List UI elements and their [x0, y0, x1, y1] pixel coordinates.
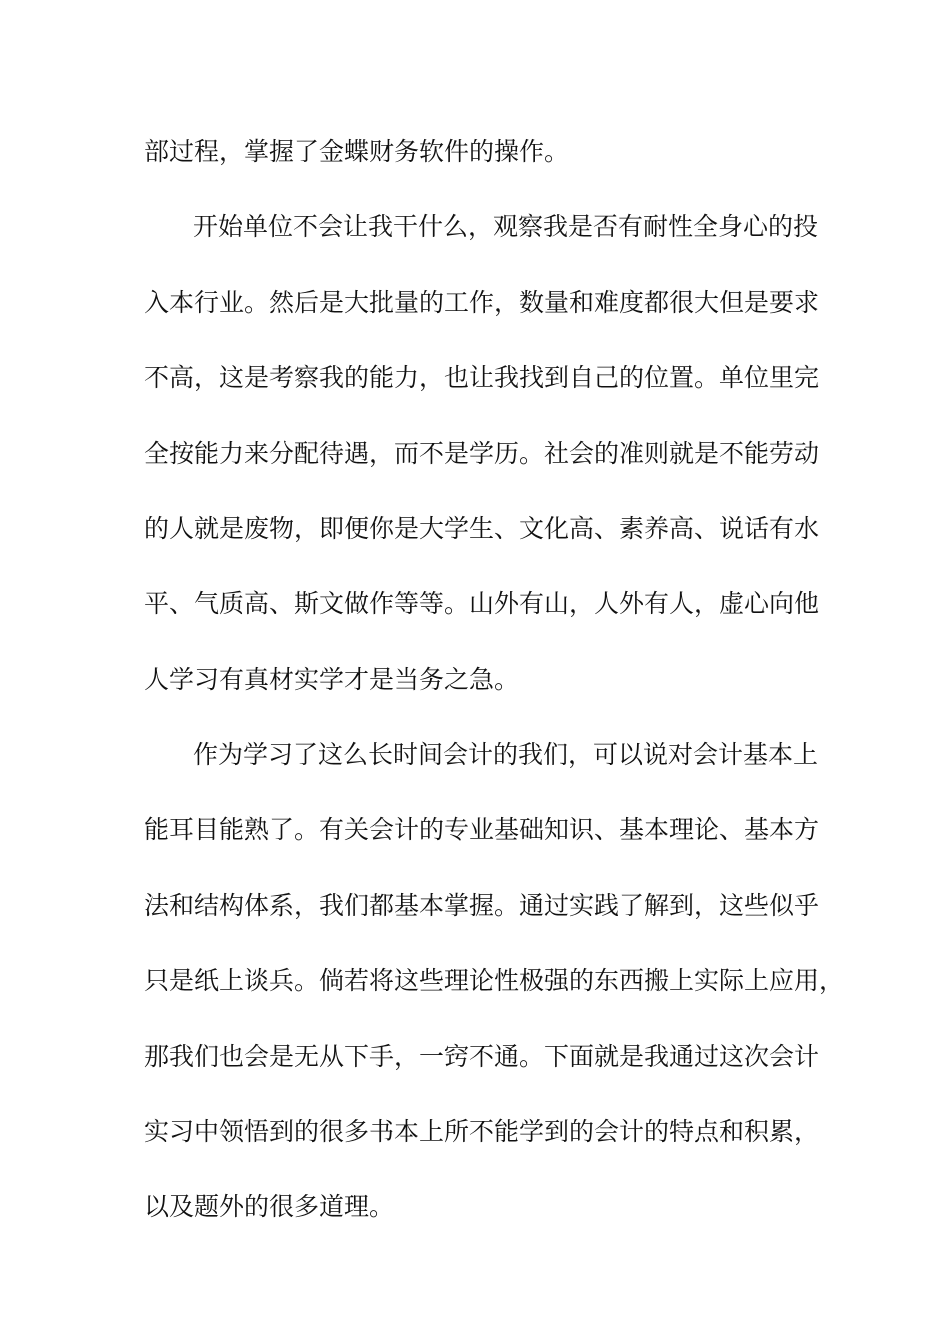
text-line: 那我们也会是无从下手，一窍不通。下面就是我通过这次会计	[144, 1042, 820, 1071]
text-line: 能耳目能熟了。有关会计的专业基础知识、基本理论、基本方	[144, 815, 820, 844]
text-line: 入本行业。然后是大批量的工作，数量和难度都很大但是要求	[144, 288, 820, 317]
text-line: 只是纸上谈兵。倘若将这些理论性极强的东西搬上实际上应用，	[144, 966, 845, 995]
paragraph-first-line: 作为学习了这么长时间会计的我们，可以说对会计基本上	[193, 740, 819, 769]
text-line: 的人就是废物，即便你是大学生、文化高、素养高、说话有水	[144, 514, 820, 543]
paragraph-first-line: 开始单位不会让我干什么，观察我是否有耐性全身心的投	[193, 212, 819, 241]
text-line: 平、气质高、斯文做作等等。山外有山，人外有人，虚心向他	[144, 589, 820, 618]
text-line: 全按能力来分配待遇，而不是学历。社会的准则就是不能劳动	[144, 439, 820, 468]
text-line: 不高，这是考察我的能力，也让我找到自己的位置。单位里完	[144, 363, 820, 392]
text-line: 法和结构体系，我们都基本掌握。通过实践了解到，这些似乎	[144, 891, 820, 920]
text-line: 实习中领悟到的很多书本上所不能学到的会计的特点和积累，	[144, 1117, 820, 1146]
text-line: 人学习有真材实学才是当务之急。	[144, 665, 520, 694]
text-line: 以及题外的很多道理。	[144, 1192, 395, 1221]
text-line: 部过程，掌握了金蝶财务软件的操作。	[144, 137, 570, 166]
